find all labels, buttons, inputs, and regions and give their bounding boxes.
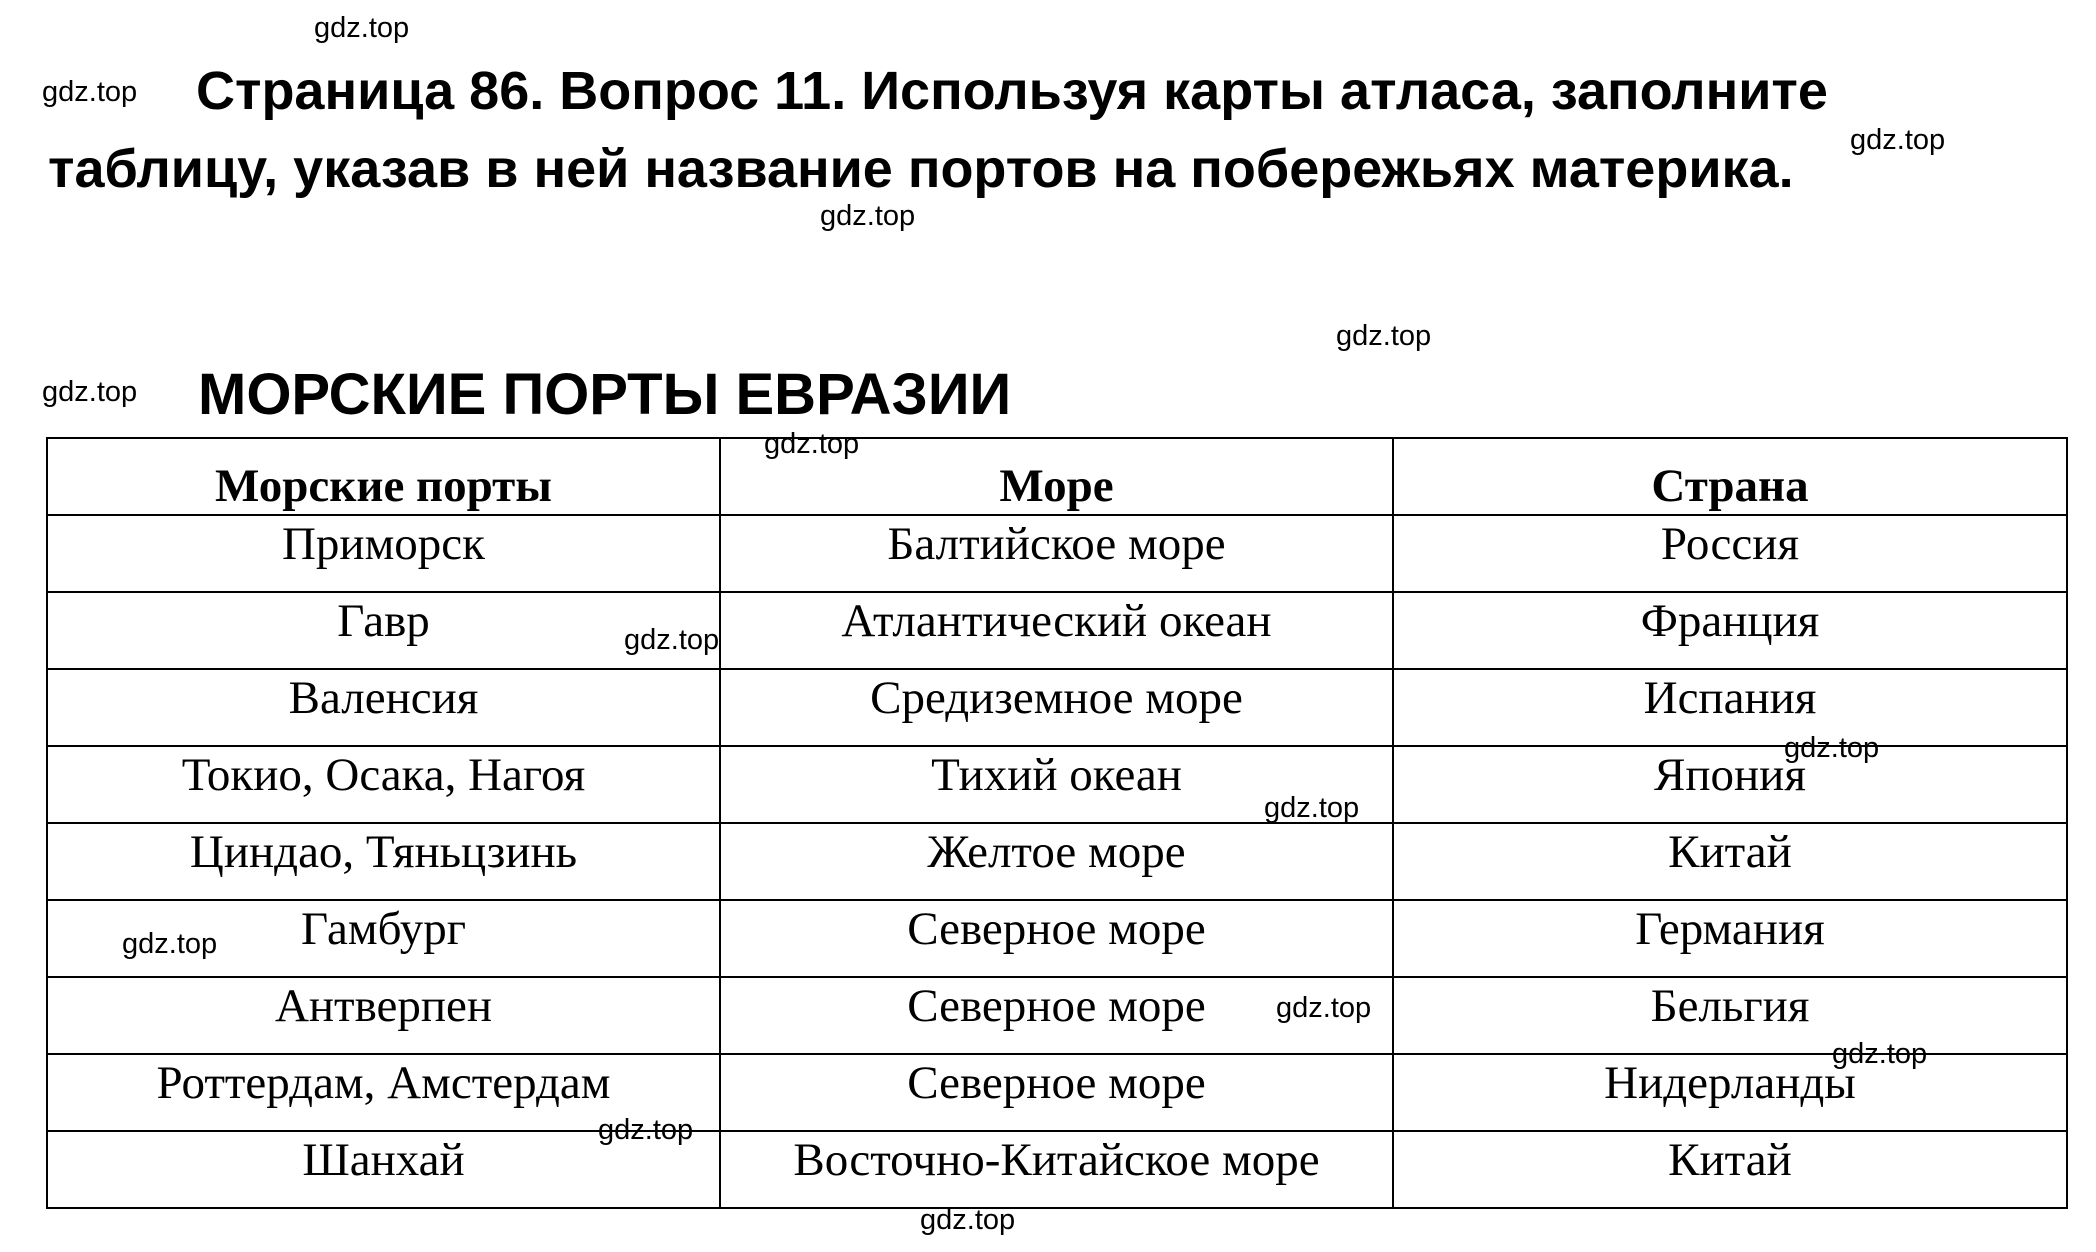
question-line-2: таблицу, указав в ней название портов на побережьях материка. xyxy=(48,139,1794,199)
country-cell: Китай xyxy=(1393,823,2067,900)
table-row xyxy=(47,823,2067,900)
sea-cell: Тихий океан xyxy=(720,746,1393,823)
table-row xyxy=(47,1131,2067,1208)
port-cell: Циндао, Тяньцзинь xyxy=(47,823,720,900)
watermark: gdz.top xyxy=(764,428,860,460)
country-cell: Германия xyxy=(1393,900,2067,977)
port-cell: Гамбург xyxy=(47,900,720,977)
watermark: gdz.top xyxy=(624,624,720,656)
country-cell: Бельгия xyxy=(1393,977,2067,1054)
port-cell: Приморск xyxy=(47,515,720,592)
sea-cell: Восточно-Китайское море xyxy=(720,1131,1393,1208)
sea-cell: Желтое море xyxy=(720,823,1393,900)
port-cell: Антверпен xyxy=(47,977,720,1054)
sea-cell: Средиземное море xyxy=(720,669,1393,746)
table-row xyxy=(47,977,2067,1054)
port-cell: Валенсия xyxy=(47,669,720,746)
table-row xyxy=(47,592,2067,669)
watermark: gdz.top xyxy=(122,928,218,960)
table-header-row xyxy=(47,438,2067,515)
watermark: gdz.top xyxy=(598,1114,694,1146)
table-row xyxy=(47,900,2067,977)
country-cell: Франция xyxy=(1393,592,2067,669)
table-row xyxy=(47,515,2067,592)
header-country: Страна xyxy=(1393,438,2067,515)
watermark: gdz.top xyxy=(1264,792,1360,824)
watermark: gdz.top xyxy=(920,1204,1016,1236)
table-row xyxy=(47,669,2067,746)
sea-cell: Балтийское море xyxy=(720,515,1393,592)
watermark: gdz.top xyxy=(42,376,138,408)
table-title: МОРСКИЕ ПОРТЫ ЕВРАЗИИ xyxy=(198,362,1012,427)
sea-cell: Северное море xyxy=(720,977,1393,1054)
country-cell: Япония xyxy=(1393,746,2067,823)
watermark: gdz.top xyxy=(1784,732,1880,764)
country-cell: Испания xyxy=(1393,669,2067,746)
port-cell: Токио, Осака, Нагоя xyxy=(47,746,720,823)
ports-table xyxy=(46,437,2068,1209)
sea-cell: Северное море xyxy=(720,900,1393,977)
sea-cell: Атлантический океан xyxy=(720,592,1393,669)
sea-cell: Северное море xyxy=(720,1054,1393,1131)
watermark: gdz.top xyxy=(820,200,916,232)
watermark: gdz.top xyxy=(1832,1038,1928,1070)
country-cell: Нидерланды xyxy=(1393,1054,2067,1131)
table-row xyxy=(47,746,2067,823)
question-line-1: Страница 86. Вопрос 11. Используя карты атласа, заполните xyxy=(196,61,1828,121)
country-cell: Китай xyxy=(1393,1131,2067,1208)
watermark: gdz.top xyxy=(1336,320,1432,352)
port-cell: Роттердам, Амстердам xyxy=(47,1054,720,1131)
port-cell: Гавр xyxy=(47,592,720,669)
watermark: gdz.top xyxy=(42,76,138,108)
header-sea: Море xyxy=(720,438,1393,515)
country-cell: Россия xyxy=(1393,515,2067,592)
question-text xyxy=(48,52,1848,208)
watermark: gdz.top xyxy=(1850,124,1946,156)
table-row xyxy=(47,1054,2067,1131)
header-ports: Морские порты xyxy=(47,438,720,515)
watermark: gdz.top xyxy=(314,12,410,44)
port-cell: Шанхай xyxy=(47,1131,720,1208)
watermark: gdz.top xyxy=(1276,992,1372,1024)
